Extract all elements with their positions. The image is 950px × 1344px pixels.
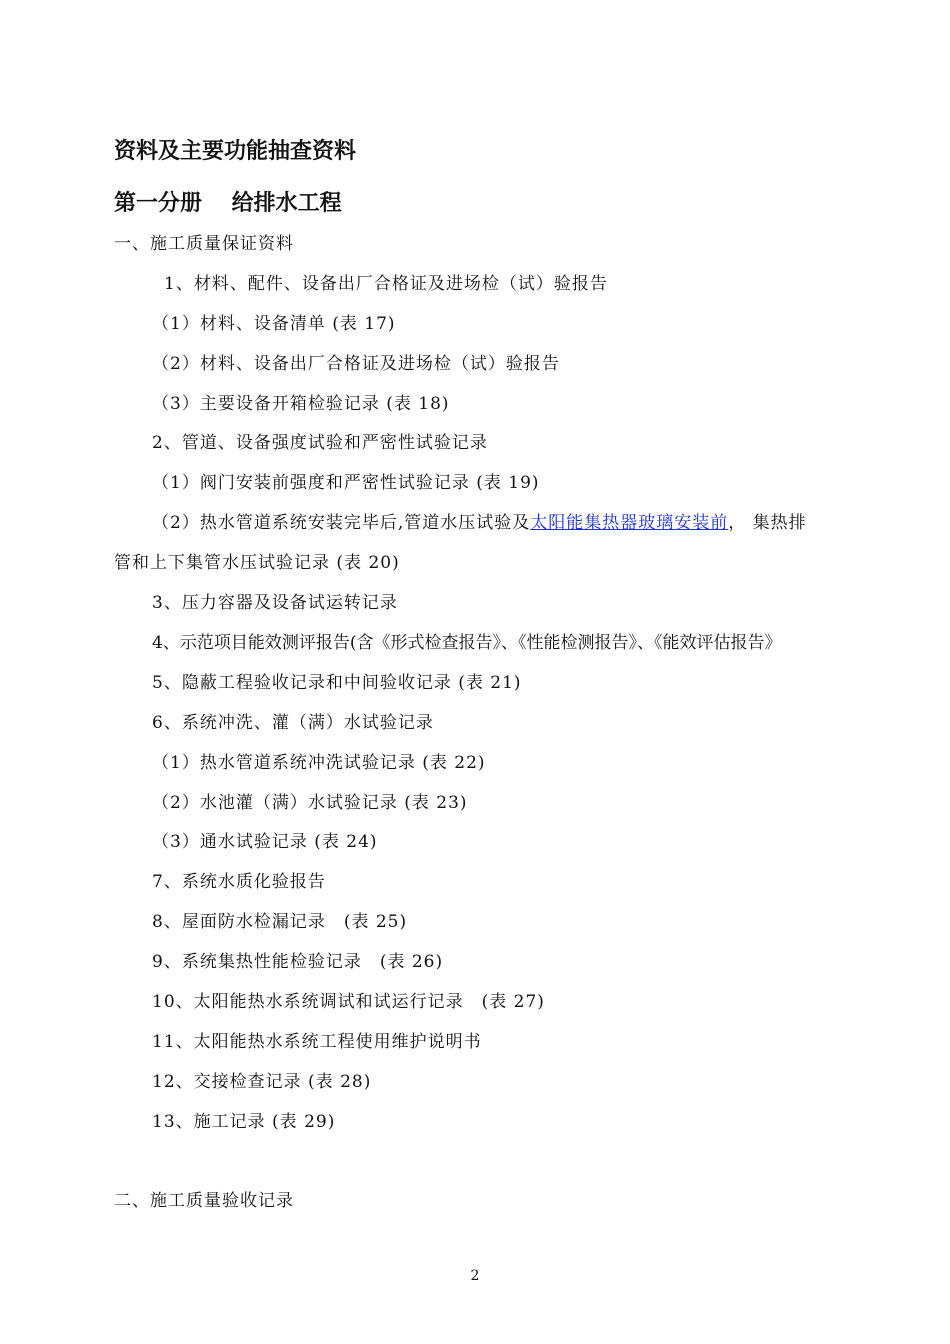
list-item: （1）热水管道系统冲洗试验记录 (表 22) [152,753,486,773]
list-item: 13、施工记录 (表 29) [152,1112,336,1132]
list-item: 9、系统集热性能检验记录 (表 26) [152,952,444,972]
list-item: 3、压力容器及设备试运转记录 [152,593,398,613]
list-item: （2）水池灌（满）水试验记录 (表 23) [152,793,468,813]
list-item: 11、太阳能热水系统工程使用维护说明书 [152,1032,482,1052]
list-item: 10、太阳能热水系统调试和试运行记录 (表 27) [152,992,545,1012]
list-item: 8、屋面防水检漏记录 (表 25) [152,912,408,932]
list-item: 12、交接检查记录 (表 28) [152,1072,372,1092]
list-item: （3）通水试验记录 (表 24) [152,832,378,852]
list-item: 7、系统水质化验报告 [152,872,326,892]
item-text: （2）热水管道系统安装完毕后,管道水压试验及 [152,513,531,533]
list-item: 2、管道、设备强度试验和严密性试验记录 [152,433,488,453]
list-item: （1）材料、设备清单 (表 17) [152,314,396,334]
page-number: 2 [470,1268,480,1284]
main-heading: 资料及主要功能抽查资料 [114,139,357,164]
list-item: （3）主要设备开箱检验记录 (表 18) [152,394,450,414]
section-one-heading: 一、施工质量保证资料 [114,234,294,254]
list-item: 5、隐蔽工程验收记录和中间验收记录 (表 21) [152,673,522,693]
list-item-continuation: 管和上下集管水压试验记录 (表 20) [114,553,400,573]
list-item: 1、材料、配件、设备出厂合格证及进场检（试）验报告 [164,274,608,294]
list-item: （2）材料、设备出厂合格证及进场检（试）验报告 [152,354,560,374]
item-text: ， 集热排 [728,513,807,533]
list-item [152,513,807,533]
volume-heading: 第一分册 给排水工程 [114,191,342,216]
hyperlink[interactable]: 太阳能集热器玻璃安装前 [530,513,729,533]
list-item: 6、系统冲洗、灌（满）水试验记录 [152,713,434,733]
list-item: 4、示范项目能效测评报告(含《形式检查报告》、《性能检测报告》、《能效评估报告》 [152,633,782,653]
list-item: （1）阀门安装前强度和严密性试验记录 (表 19) [152,473,540,493]
section-two-heading: 二、施工质量验收记录 [114,1191,294,1211]
